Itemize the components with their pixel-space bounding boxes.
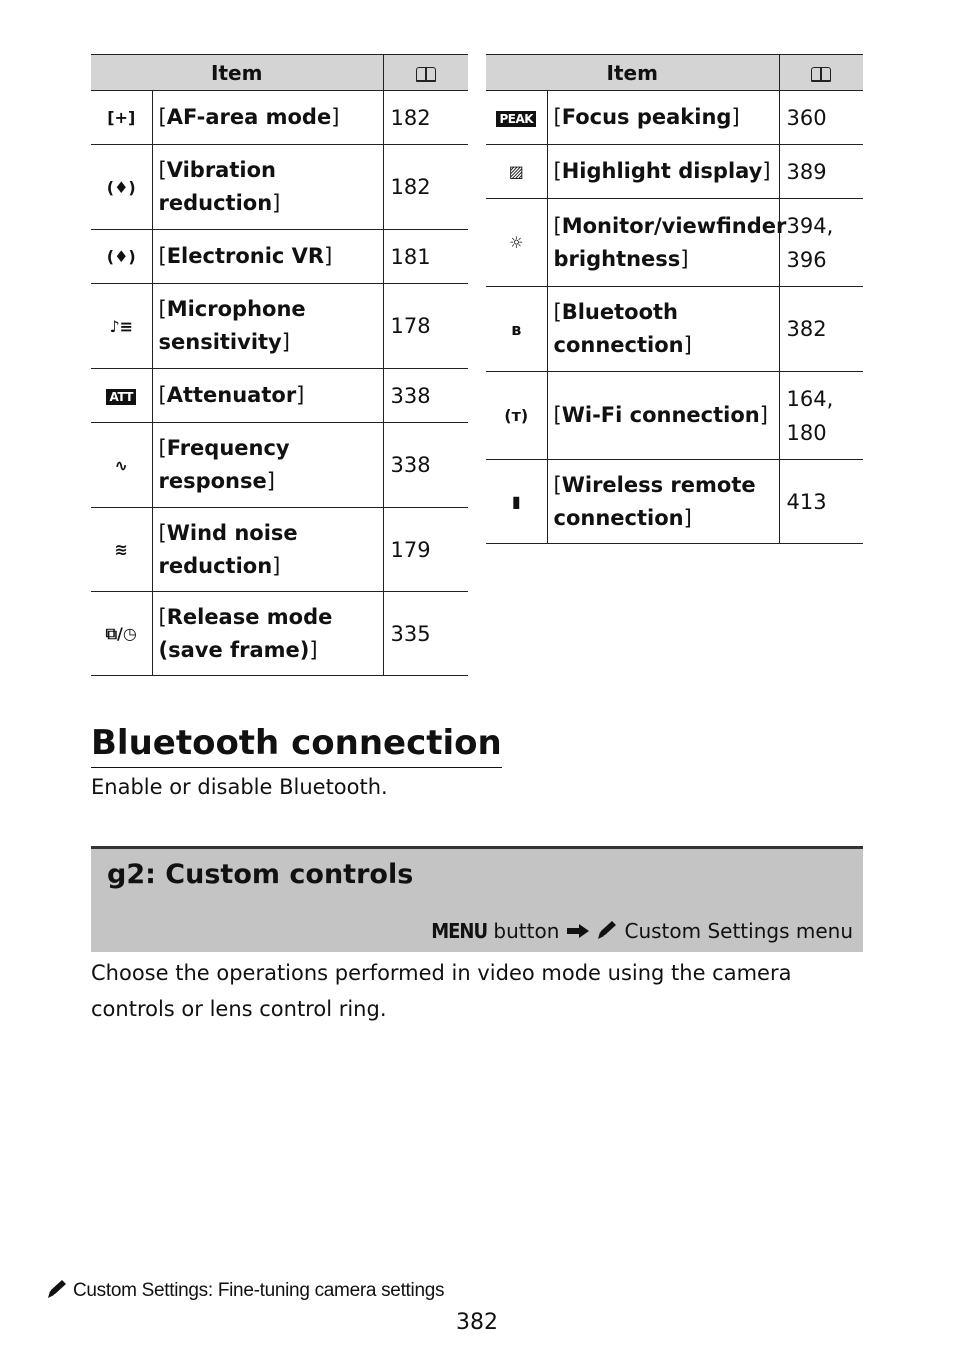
table-row bbox=[91, 508, 468, 592]
destination-label: Custom Settings menu bbox=[624, 919, 853, 943]
menu-item-name: AF-area mode bbox=[166, 105, 332, 129]
menu-item-label: [Focus peaking] bbox=[547, 91, 779, 145]
icon-glyph: ATT bbox=[106, 389, 136, 405]
attenuator-icon bbox=[91, 369, 152, 423]
page-ref-header bbox=[779, 55, 863, 91]
icon-glyph: ≋ bbox=[114, 540, 128, 559]
menu-item-name: Wireless remote connection bbox=[553, 472, 756, 530]
table-row bbox=[486, 91, 863, 145]
custom-controls-banner bbox=[91, 846, 863, 952]
page-number: 382 bbox=[456, 1310, 498, 1335]
table-header-row bbox=[486, 55, 863, 91]
menu-item-label: [Frequency response] bbox=[152, 423, 383, 508]
frequency-response-icon bbox=[91, 423, 152, 508]
page-reference: 382 bbox=[779, 287, 863, 372]
electronic-vr-icon bbox=[91, 230, 152, 284]
menu-table-right bbox=[486, 54, 863, 544]
pencil-icon bbox=[46, 1280, 68, 1301]
menu-item-label: [Electronic VR] bbox=[152, 230, 383, 284]
menu-item-label: [Release mode (save frame)] bbox=[152, 592, 383, 676]
table-row bbox=[486, 372, 863, 460]
section-title: Bluetooth connection bbox=[91, 720, 502, 768]
brightness-icon bbox=[486, 199, 547, 287]
focus-peaking-icon bbox=[486, 91, 547, 145]
menu-item-name: Vibration reduction bbox=[158, 158, 276, 215]
book-icon bbox=[416, 67, 436, 81]
page-reference: 389 bbox=[779, 145, 863, 199]
table-row bbox=[91, 145, 468, 230]
book-icon bbox=[811, 67, 831, 81]
icon-glyph: ♪≡ bbox=[109, 316, 134, 336]
icon-glyph: [+] bbox=[107, 108, 136, 127]
page-reference: 338 bbox=[383, 423, 468, 508]
footer-chapter bbox=[46, 1279, 444, 1302]
page-reference: 335 bbox=[383, 592, 468, 676]
icon-glyph: ʙ bbox=[511, 319, 522, 339]
item-header: Item bbox=[486, 55, 779, 91]
icon-glyph: (♦) bbox=[106, 177, 136, 197]
bluetooth-icon bbox=[486, 287, 547, 372]
menu-item-label: [Highlight display] bbox=[547, 145, 779, 199]
menu-item-label: [Wireless remote connection] bbox=[547, 460, 779, 544]
body-text: Choose the operations performed in video mode using the camera controls or lens control ring. bbox=[91, 961, 792, 1021]
menu-item-label: [Wind noise reduction] bbox=[152, 508, 383, 592]
menu-item-label: [Wi-Fi connection] bbox=[547, 372, 779, 460]
item-header: Item bbox=[91, 55, 383, 91]
menu-item-name: Microphone sensitivity bbox=[158, 297, 306, 354]
menu-item-name: Monitor/viewfinder brightness bbox=[553, 213, 787, 271]
release-mode-icon bbox=[91, 592, 152, 676]
menu-table-left bbox=[91, 54, 468, 676]
menu-item-label: [Monitor/viewfinder brightness] bbox=[547, 199, 779, 287]
menu-item-name: Frequency response bbox=[158, 436, 290, 493]
table-row bbox=[486, 287, 863, 372]
af-area-icon bbox=[91, 91, 152, 145]
table-row bbox=[486, 145, 863, 199]
chapter-title: Custom Settings: Fine-tuning camera settings bbox=[72, 1280, 445, 1301]
table-row bbox=[91, 423, 468, 508]
vibration-reduction-icon bbox=[91, 145, 152, 230]
icon-glyph: ∿ bbox=[114, 455, 128, 475]
menu-button-label: MENU bbox=[431, 919, 488, 943]
menu-item-name: Focus peaking bbox=[561, 105, 732, 129]
page-reference: 178 bbox=[383, 284, 468, 369]
page-reference: 179 bbox=[383, 508, 468, 592]
page-reference: 181 bbox=[383, 230, 468, 284]
icon-glyph: ▨ bbox=[508, 162, 524, 181]
icon-glyph: (ᴛ) bbox=[504, 406, 529, 425]
section-description: Enable or disable Bluetooth. bbox=[91, 775, 388, 799]
menu-item-label: [Microphone sensitivity] bbox=[152, 284, 383, 369]
table-row bbox=[91, 369, 468, 423]
table-row bbox=[486, 199, 863, 287]
menu-path bbox=[431, 919, 853, 943]
icon-glyph: (♦) bbox=[106, 247, 136, 266]
button-text: button bbox=[487, 919, 566, 943]
page-reference: 394, 396 bbox=[779, 199, 863, 287]
page-reference: 360 bbox=[779, 91, 863, 145]
menu-item-name: Electronic VR bbox=[166, 244, 325, 268]
menu-item-name: Release mode (save frame) bbox=[158, 604, 333, 662]
page-reference: 413 bbox=[779, 460, 863, 544]
icon-glyph: PEAK bbox=[496, 111, 536, 127]
menu-item-name: Bluetooth connection bbox=[553, 300, 684, 357]
icon-glyph: ⧉/◷ bbox=[105, 623, 137, 643]
menu-item-name: Wind noise reduction bbox=[158, 520, 298, 578]
table-row bbox=[91, 284, 468, 369]
banner-title: g2: Custom controls bbox=[107, 859, 414, 890]
page-reference: 338 bbox=[383, 369, 468, 423]
highlight-display-icon bbox=[486, 145, 547, 199]
arrow-right-icon bbox=[566, 919, 590, 943]
menu-item-name: Wi-Fi connection bbox=[561, 403, 760, 427]
page-ref-header bbox=[383, 55, 468, 91]
wifi-icon bbox=[486, 372, 547, 460]
menu-item-name: Attenuator bbox=[166, 383, 297, 407]
menu-item-label: [Bluetooth connection] bbox=[547, 287, 779, 372]
table-row bbox=[91, 592, 468, 676]
table-row bbox=[91, 91, 468, 145]
wind-noise-icon bbox=[91, 508, 152, 592]
menu-item-label: [AF-area mode] bbox=[152, 91, 383, 145]
page-reference: 164, 180 bbox=[779, 372, 863, 460]
table-row bbox=[91, 230, 468, 284]
wireless-remote-icon bbox=[486, 460, 547, 544]
icon-glyph: ▮ bbox=[511, 492, 521, 511]
page-reference: 182 bbox=[383, 91, 468, 145]
menu-item-label: [Vibration reduction] bbox=[152, 145, 383, 230]
table-header-row bbox=[91, 55, 468, 91]
icon-glyph: ☼ bbox=[509, 233, 524, 252]
microphone-sensitivity-icon bbox=[91, 284, 152, 369]
table-row bbox=[486, 460, 863, 544]
menu-item-label: [Attenuator] bbox=[152, 369, 383, 423]
menu-item-name: Highlight display bbox=[561, 159, 763, 183]
pencil-icon bbox=[596, 919, 618, 943]
page-reference: 182 bbox=[383, 145, 468, 230]
